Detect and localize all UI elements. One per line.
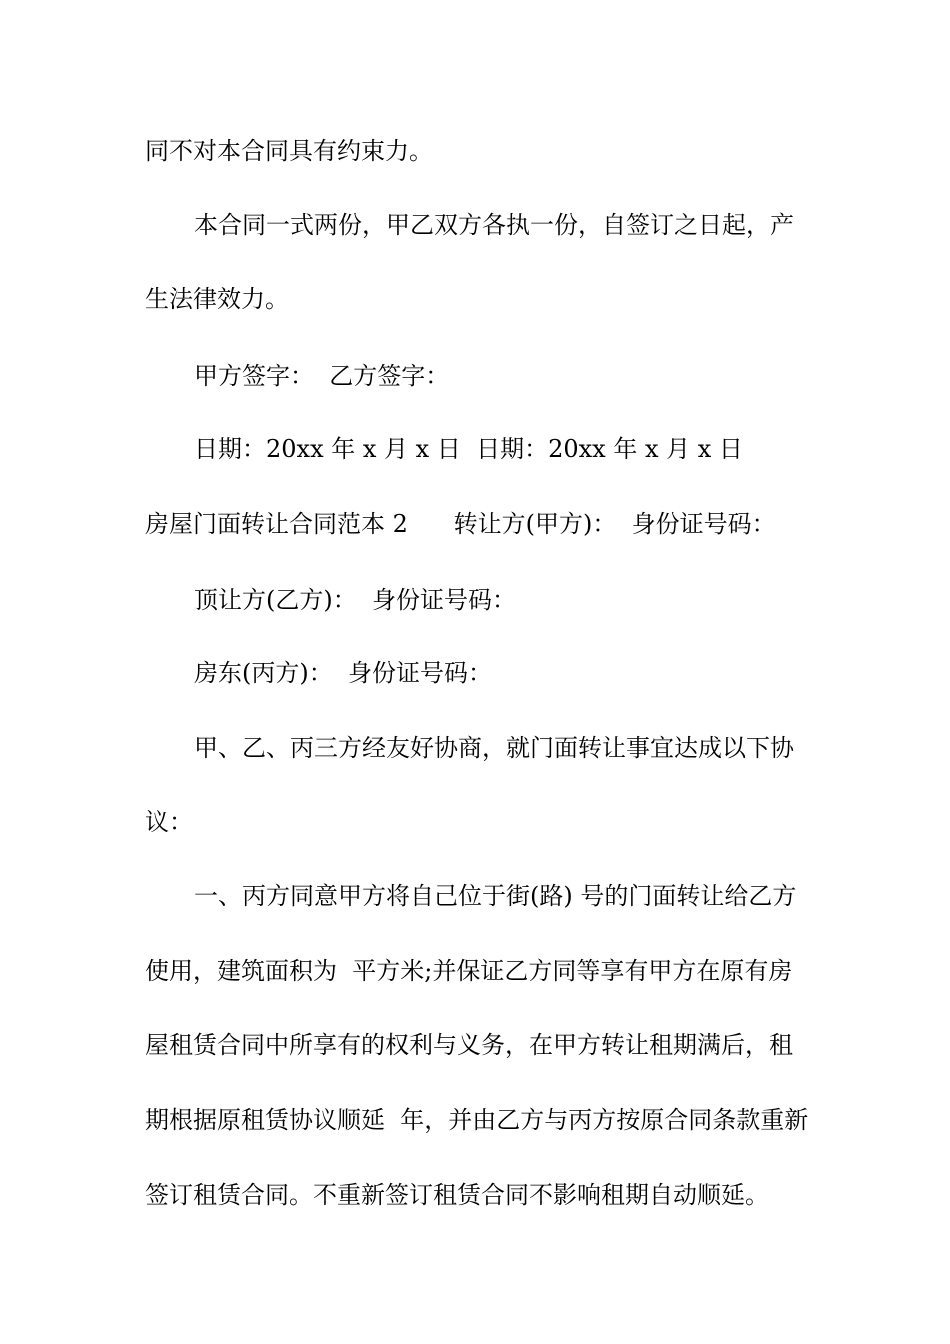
text-line-8: 房东(丙方)： 身份证号码： <box>194 659 492 687</box>
text-line-6: 房屋门面转让合同范本 2 转让方(甲方)： 身份证号码： <box>145 510 776 538</box>
text-line-5: 日期：20xx 年 x 月 x 日 日期：20xx 年 x 月 x 日 <box>194 435 743 463</box>
text-line-3: 生法律效力。 <box>145 285 289 313</box>
text-line-15: 签订租赁合同。不重新签订租赁合同不影响租期自动顺延。 <box>145 1181 769 1209</box>
text-line-14: 期根据原租赁协议顺延 年，并由乙方与丙方按原合同条款重新 <box>145 1106 809 1134</box>
text-line-10: 议： <box>145 808 193 836</box>
text-line-7: 顶让方(乙方)： 身份证号码： <box>194 586 516 614</box>
text-line-2: 本合同一式两份，甲乙双方各执一份，自签订之日起，产 <box>194 211 794 239</box>
text-line-9: 甲、乙、丙三方经友好协商，就门面转让事宜达成以下协 <box>194 734 794 762</box>
text-line-12: 使用，建筑面积为 平方米;并保证乙方同等享有甲方在原有房 <box>145 957 793 985</box>
text-line-1: 同不对本合同具有约束力。 <box>145 137 433 165</box>
text-line-4: 甲方签字： 乙方签字： <box>194 362 450 390</box>
text-line-13: 屋租赁合同中所享有的权利与义务，在甲方转让租期满后，租 <box>145 1031 793 1059</box>
text-line-11: 一、丙方同意甲方将自己位于街(路) 号的门面转让给乙方 <box>194 882 797 910</box>
